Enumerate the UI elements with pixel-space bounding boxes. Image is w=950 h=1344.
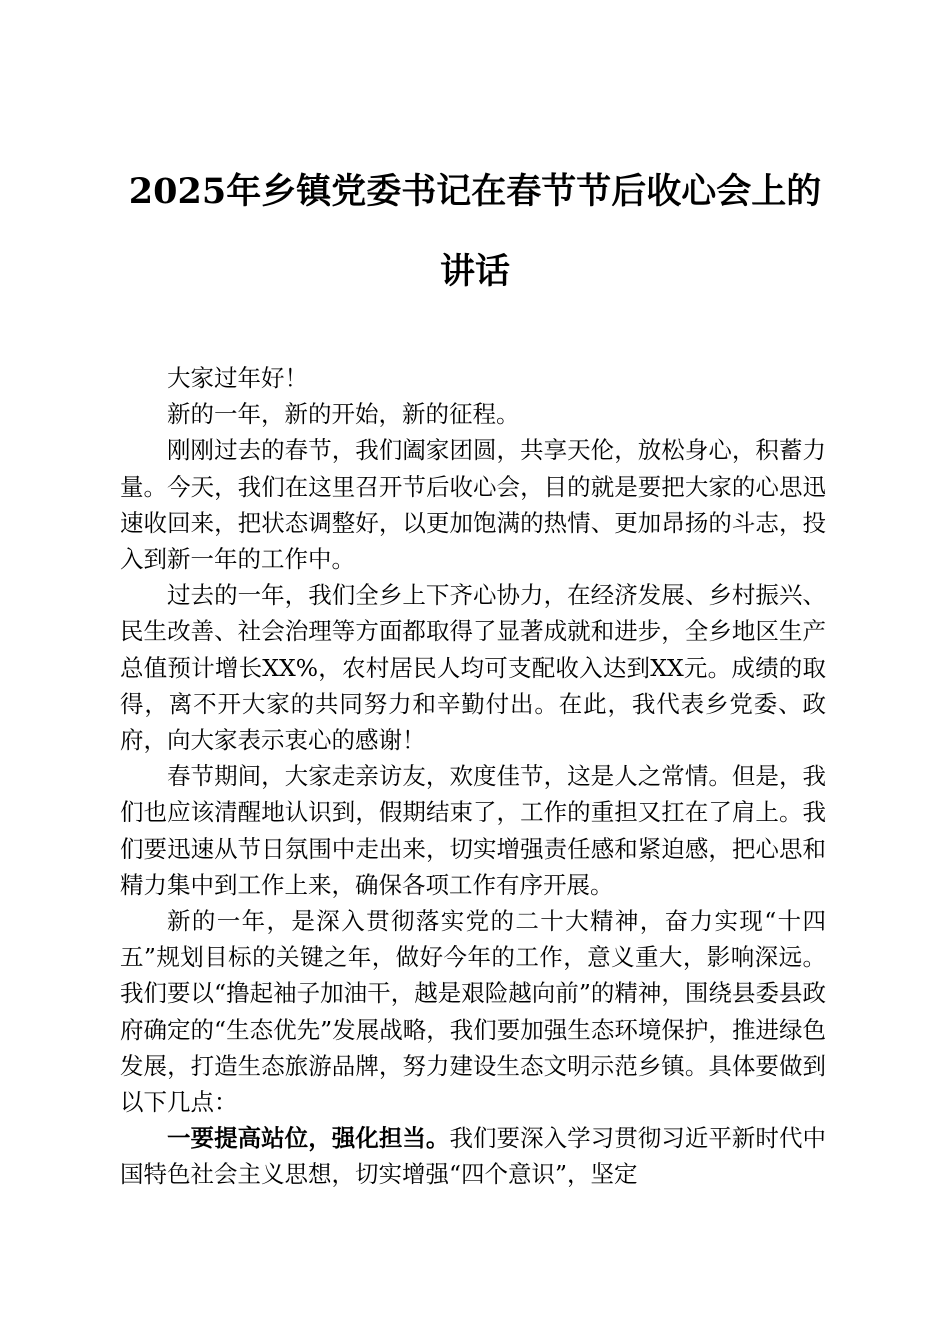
paragraph-past-year: 过去的一年，我们全乡上下齐心协力，在经济发展、乡村振兴、民生改善、社会治理等方面都取得了显著成就和进步，全乡地区生产总值预计增长XX%，农村居民人均可支配收入达到XX元。成绩的取得，离不开大家的共同努力和辛勤付出。在此，我代表乡党委、政府，向大家表示衷心的感谢！ xyxy=(120,581,826,755)
paragraph-holiday: 春节期间，大家走亲访友，欢度佳节，这是人之常情。但是，我们也应该清醒地认识到，假期结束了，工作的重担又扛在了肩上。我们要迅速从节日氛围中走出来，切实增强责任感和紧迫感，把心思和精力集中到工作上来，确保各项工作有序开展。 xyxy=(120,762,826,899)
title-line-1: 2025年乡镇党委书记在春节节后收心会上的 xyxy=(128,171,822,212)
paragraph-new-year: 新的一年，新的开始，新的征程。 xyxy=(167,400,520,429)
paragraph-key-year: 新的一年，是深入贯彻落实党的二十大精神，奋力实现“十四五”规划目标的关键之年，做好今年的工作，意义重大，影响深远。我们要以“撸起袖子加油干，越是艰险越向前”的精神，围绕县委县政府确定的“生态优先”发展战略，我们要加强生态环境保护，推进绿色发展，打造生态旅游品牌，努力建设生态文明示范乡镇。具体要做到以下几点： xyxy=(120,907,826,1117)
paragraph-greeting: 大家过年好！ xyxy=(167,364,308,392)
paragraph-spring-festival: 刚刚过去的春节，我们阖家团圆，共享天伦，放松身心，积蓄力量。今天，我们在这里召开节后收心会，目的就是要把大家的心思迅速收回来，把状态调整好，以更加饱满的热情、更加昂扬的斗志，投入到新一年的工作中。 xyxy=(120,436,826,574)
document-body xyxy=(120,360,826,1193)
point-1-heading: 一要提高站位，强化担当。 xyxy=(167,1124,450,1153)
paragraph-point-1 xyxy=(120,1120,826,1192)
title-line-2: 讲话 xyxy=(439,251,510,292)
point-1-text: 我们要深入学习贯彻习近平新时代中国特色社会主义思想，切实增强“四个意识”，坚定 xyxy=(120,1124,827,1189)
document-title xyxy=(100,152,850,312)
